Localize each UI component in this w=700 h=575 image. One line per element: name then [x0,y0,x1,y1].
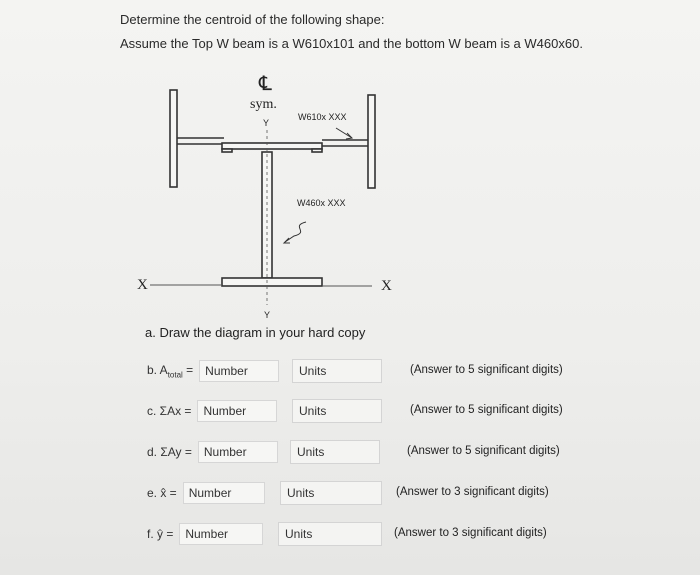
top-w610-beam [222,143,322,152]
row-f [147,523,263,545]
y-bar-input[interactable]: Number [179,523,263,545]
row-e-label: e. x̂ = [147,486,177,500]
x-axis-right-label: X [381,278,392,294]
a-total-input[interactable]: Number [199,360,279,382]
sym-label: sym. [250,97,277,112]
x-bar-input[interactable]: Number [183,482,265,504]
row-d [147,441,278,463]
row-b [147,360,279,382]
sum-ay-input[interactable]: Number [198,441,278,463]
left-column [170,90,224,187]
row-d-label: d. ΣAy = [147,445,192,459]
question-title: Determine the centroid of the following shape: [120,12,385,27]
x-axis-left-label: X [137,277,148,293]
y-bar-units-select[interactable]: Units [278,522,382,546]
sum-ax-input[interactable]: Number [197,400,277,422]
row-c [147,400,277,422]
x-bar-hint: (Answer to 3 significant digits) [396,486,549,498]
x-bar-units-select[interactable]: Units [280,481,382,505]
bottom-beam-label: W460x XXX [297,198,346,208]
top-beam-label: W610x XXX [298,112,347,122]
y-axis-top-label: Y [263,118,270,128]
question-assumption: Assume the Top W beam is a W610x101 and the bottom W beam is a W460x60. [120,36,583,51]
row-e [147,482,265,504]
a-total-units-select[interactable]: Units [292,359,382,383]
sum-ax-units-select[interactable]: Units [292,399,382,423]
sum-ax-hint: (Answer to 5 significant digits) [410,404,563,416]
centerline-symbol: ℄ [259,73,272,95]
y-axis-bottom-label: Y [264,310,271,320]
sum-ay-hint: (Answer to 5 significant digits) [407,445,560,457]
top-beam-arrow [336,128,352,138]
part-a-instruction: a. Draw the diagram in your hard copy [145,325,366,340]
a-total-hint: (Answer to 5 significant digits) [410,364,563,376]
bottom-w460-beam [222,152,322,286]
row-c-label: c. ΣAx = [147,404,192,418]
row-b-label: b. $A_{total}$ = [147,362,194,380]
y-bar-hint: (Answer to 3 significant digits) [394,527,547,539]
right-column [322,95,375,188]
row-f-label: f. ŷ = [147,527,174,541]
sum-ay-units-select[interactable]: Units [290,440,380,464]
